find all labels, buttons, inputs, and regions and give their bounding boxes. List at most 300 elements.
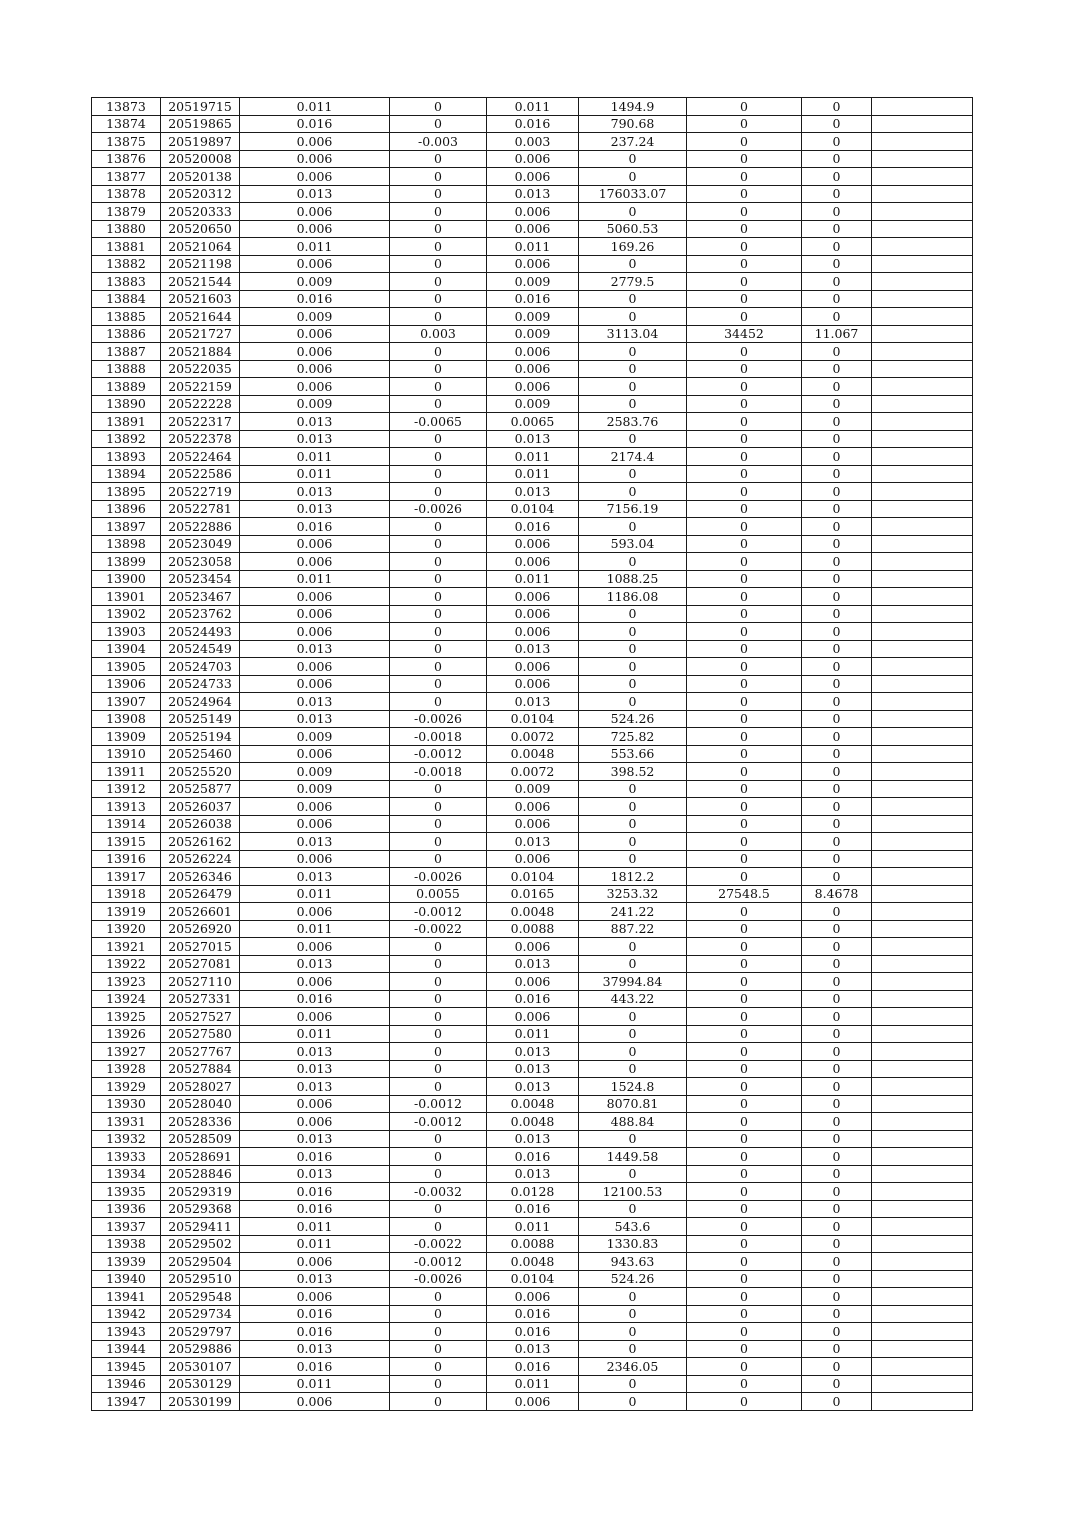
value-b-cell: 0.006 — [487, 343, 579, 361]
id-cell: 20521064 — [161, 238, 240, 256]
adjustment-cell: -0.0026 — [390, 710, 487, 728]
blank-cell — [872, 395, 973, 413]
ratio-cell: 0 — [802, 535, 872, 553]
adjustment-cell: -0.0026 — [390, 868, 487, 886]
extra-amount-cell: 0 — [687, 780, 802, 798]
adjustment-cell: 0 — [390, 518, 487, 536]
table-row — [92, 710, 973, 728]
adjustment-cell: 0 — [390, 1305, 487, 1323]
value-b-cell: 0.016 — [487, 518, 579, 536]
id-cell: 20519897 — [161, 133, 240, 151]
id-cell: 20530129 — [161, 1375, 240, 1393]
value-a-cell: 0.006 — [240, 1253, 390, 1271]
blank-cell — [872, 500, 973, 518]
ratio-cell: 0 — [802, 1270, 872, 1288]
id-cell: 20528846 — [161, 1165, 240, 1183]
amount-cell: 0 — [579, 255, 687, 273]
value-b-cell: 0.006 — [487, 1008, 579, 1026]
table-row — [92, 1148, 973, 1166]
amount-cell: 0 — [579, 483, 687, 501]
row-number-cell: 13938 — [92, 1235, 161, 1253]
table-row — [92, 465, 973, 483]
blank-cell — [872, 903, 973, 921]
amount-cell: 5060.53 — [579, 220, 687, 238]
blank-cell — [872, 1235, 973, 1253]
id-cell: 20526346 — [161, 868, 240, 886]
extra-amount-cell: 0 — [687, 220, 802, 238]
id-cell: 20526920 — [161, 920, 240, 938]
id-cell: 20524733 — [161, 675, 240, 693]
id-cell: 20522781 — [161, 500, 240, 518]
value-b-cell: 0.013 — [487, 955, 579, 973]
value-a-cell: 0.016 — [240, 1200, 390, 1218]
extra-amount-cell: 0 — [687, 658, 802, 676]
amount-cell: 0 — [579, 1323, 687, 1341]
id-cell: 20527110 — [161, 973, 240, 991]
id-cell: 20529548 — [161, 1288, 240, 1306]
table-row — [92, 413, 973, 431]
value-b-cell: 0.013 — [487, 1130, 579, 1148]
ratio-cell: 0 — [802, 1323, 872, 1341]
value-b-cell: 0.0072 — [487, 728, 579, 746]
value-b-cell: 0.0088 — [487, 1235, 579, 1253]
table-row — [92, 203, 973, 221]
ratio-cell: 0 — [802, 1375, 872, 1393]
blank-cell — [872, 483, 973, 501]
ratio-cell: 0 — [802, 868, 872, 886]
amount-cell: 8070.81 — [579, 1095, 687, 1113]
table-row — [92, 220, 973, 238]
adjustment-cell: 0 — [390, 990, 487, 1008]
adjustment-cell: 0.0055 — [390, 885, 487, 903]
data-table — [91, 97, 973, 1411]
table-row — [92, 1235, 973, 1253]
value-b-cell: 0.006 — [487, 798, 579, 816]
id-cell: 20524964 — [161, 693, 240, 711]
value-a-cell: 0.011 — [240, 570, 390, 588]
blank-cell — [872, 430, 973, 448]
extra-amount-cell: 0 — [687, 395, 802, 413]
value-b-cell: 0.011 — [487, 98, 579, 116]
blank-cell — [872, 308, 973, 326]
id-cell: 20523049 — [161, 535, 240, 553]
ratio-cell: 0 — [802, 1130, 872, 1148]
blank-cell — [872, 238, 973, 256]
ratio-cell: 0 — [802, 220, 872, 238]
value-a-cell: 0.016 — [240, 1183, 390, 1201]
table-row — [92, 675, 973, 693]
value-a-cell: 0.013 — [240, 413, 390, 431]
value-b-cell: 0.006 — [487, 535, 579, 553]
value-b-cell: 0.013 — [487, 430, 579, 448]
value-b-cell: 0.006 — [487, 605, 579, 623]
amount-cell: 0 — [579, 1043, 687, 1061]
row-number-cell: 13879 — [92, 203, 161, 221]
blank-cell — [872, 990, 973, 1008]
blank-cell — [872, 255, 973, 273]
value-a-cell: 0.013 — [240, 1165, 390, 1183]
extra-amount-cell: 0 — [687, 518, 802, 536]
id-cell: 20527884 — [161, 1060, 240, 1078]
row-number-cell: 13946 — [92, 1375, 161, 1393]
value-a-cell: 0.006 — [240, 745, 390, 763]
table-row — [92, 133, 973, 151]
amount-cell: 0 — [579, 203, 687, 221]
extra-amount-cell: 0 — [687, 203, 802, 221]
value-a-cell: 0.011 — [240, 465, 390, 483]
ratio-cell: 0 — [802, 920, 872, 938]
amount-cell: 1330.83 — [579, 1235, 687, 1253]
blank-cell — [872, 1113, 973, 1131]
value-a-cell: 0.006 — [240, 1393, 390, 1411]
id-cell: 20527015 — [161, 938, 240, 956]
adjustment-cell: -0.0026 — [390, 1270, 487, 1288]
value-a-cell: 0.011 — [240, 1025, 390, 1043]
value-b-cell: 0.009 — [487, 308, 579, 326]
blank-cell — [872, 1025, 973, 1043]
adjustment-cell: -0.0032 — [390, 1183, 487, 1201]
adjustment-cell: 0 — [390, 535, 487, 553]
row-number-cell: 13935 — [92, 1183, 161, 1201]
extra-amount-cell: 0 — [687, 973, 802, 991]
table-row — [92, 1078, 973, 1096]
ratio-cell: 11.067 — [802, 325, 872, 343]
blank-cell — [872, 850, 973, 868]
adjustment-cell: -0.0012 — [390, 745, 487, 763]
row-number-cell: 13878 — [92, 185, 161, 203]
row-number-cell: 13930 — [92, 1095, 161, 1113]
ratio-cell: 0 — [802, 815, 872, 833]
extra-amount-cell: 0 — [687, 1323, 802, 1341]
value-b-cell: 0.0104 — [487, 500, 579, 518]
table-row — [92, 1305, 973, 1323]
amount-cell: 0 — [579, 395, 687, 413]
ratio-cell: 0 — [802, 570, 872, 588]
table-row — [92, 815, 973, 833]
table-row — [92, 1218, 973, 1236]
amount-cell: 1494.9 — [579, 98, 687, 116]
ratio-cell: 0 — [802, 693, 872, 711]
id-cell: 20527527 — [161, 1008, 240, 1026]
blank-cell — [872, 815, 973, 833]
value-b-cell: 0.003 — [487, 133, 579, 151]
row-number-cell: 13886 — [92, 325, 161, 343]
row-number-cell: 13889 — [92, 378, 161, 396]
ratio-cell: 0 — [802, 990, 872, 1008]
id-cell: 20521644 — [161, 308, 240, 326]
value-a-cell: 0.006 — [240, 553, 390, 571]
adjustment-cell: 0 — [390, 1165, 487, 1183]
value-a-cell: 0.006 — [240, 325, 390, 343]
id-cell: 20524703 — [161, 658, 240, 676]
ratio-cell: 0 — [802, 833, 872, 851]
adjustment-cell: 0.003 — [390, 325, 487, 343]
row-number-cell: 13919 — [92, 903, 161, 921]
amount-cell: 176033.07 — [579, 185, 687, 203]
extra-amount-cell: 0 — [687, 1078, 802, 1096]
amount-cell: 0 — [579, 290, 687, 308]
ratio-cell: 0 — [802, 308, 872, 326]
value-b-cell: 0.0072 — [487, 763, 579, 781]
extra-amount-cell: 0 — [687, 1218, 802, 1236]
amount-cell: 7156.19 — [579, 500, 687, 518]
ratio-cell: 0 — [802, 780, 872, 798]
extra-amount-cell: 0 — [687, 115, 802, 133]
value-b-cell: 0.006 — [487, 623, 579, 641]
blank-cell — [872, 1218, 973, 1236]
value-a-cell: 0.009 — [240, 395, 390, 413]
blank-cell — [872, 780, 973, 798]
amount-cell: 790.68 — [579, 115, 687, 133]
adjustment-cell: 0 — [390, 623, 487, 641]
extra-amount-cell: 0 — [687, 1060, 802, 1078]
id-cell: 20524493 — [161, 623, 240, 641]
row-number-cell: 13893 — [92, 448, 161, 466]
blank-cell — [872, 710, 973, 728]
ratio-cell: 0 — [802, 448, 872, 466]
value-b-cell: 0.016 — [487, 990, 579, 1008]
extra-amount-cell: 0 — [687, 570, 802, 588]
ratio-cell: 0 — [802, 360, 872, 378]
extra-amount-cell: 0 — [687, 1358, 802, 1376]
adjustment-cell: 0 — [390, 378, 487, 396]
extra-amount-cell: 0 — [687, 150, 802, 168]
adjustment-cell: 0 — [390, 1323, 487, 1341]
table-row — [92, 1043, 973, 1061]
amount-cell: 2583.76 — [579, 413, 687, 431]
value-a-cell: 0.013 — [240, 868, 390, 886]
adjustment-cell: 0 — [390, 1078, 487, 1096]
value-a-cell: 0.016 — [240, 1148, 390, 1166]
table-row — [92, 833, 973, 851]
id-cell: 20520312 — [161, 185, 240, 203]
extra-amount-cell: 0 — [687, 1113, 802, 1131]
value-a-cell: 0.013 — [240, 483, 390, 501]
blank-cell — [872, 588, 973, 606]
blank-cell — [872, 1358, 973, 1376]
extra-amount-cell: 0 — [687, 1043, 802, 1061]
row-number-cell: 13916 — [92, 850, 161, 868]
value-b-cell: 0.006 — [487, 220, 579, 238]
value-a-cell: 0.009 — [240, 763, 390, 781]
row-number-cell: 13924 — [92, 990, 161, 1008]
value-b-cell: 0.0165 — [487, 885, 579, 903]
adjustment-cell: 0 — [390, 553, 487, 571]
value-a-cell: 0.016 — [240, 518, 390, 536]
row-number-cell: 13900 — [92, 570, 161, 588]
ratio-cell: 0 — [802, 588, 872, 606]
value-b-cell: 0.013 — [487, 640, 579, 658]
amount-cell: 943.63 — [579, 1253, 687, 1271]
row-number-cell: 13939 — [92, 1253, 161, 1271]
ratio-cell: 0 — [802, 640, 872, 658]
row-number-cell: 13910 — [92, 745, 161, 763]
id-cell: 20525460 — [161, 745, 240, 763]
row-number-cell: 13921 — [92, 938, 161, 956]
blank-cell — [872, 920, 973, 938]
ratio-cell: 0 — [802, 98, 872, 116]
amount-cell: 241.22 — [579, 903, 687, 921]
amount-cell: 0 — [579, 1305, 687, 1323]
blank-cell — [872, 728, 973, 746]
value-a-cell: 0.006 — [240, 623, 390, 641]
table-row — [92, 378, 973, 396]
blank-cell — [872, 1270, 973, 1288]
value-a-cell: 0.006 — [240, 343, 390, 361]
ratio-cell: 0 — [802, 1095, 872, 1113]
row-number-cell: 13908 — [92, 710, 161, 728]
ratio-cell: 0 — [802, 1340, 872, 1358]
value-a-cell: 0.011 — [240, 98, 390, 116]
extra-amount-cell: 0 — [687, 588, 802, 606]
row-number-cell: 13907 — [92, 693, 161, 711]
value-a-cell: 0.013 — [240, 693, 390, 711]
id-cell: 20522035 — [161, 360, 240, 378]
extra-amount-cell: 0 — [687, 360, 802, 378]
row-number-cell: 13926 — [92, 1025, 161, 1043]
table-row — [92, 1165, 973, 1183]
id-cell: 20520138 — [161, 168, 240, 186]
value-a-cell: 0.013 — [240, 185, 390, 203]
amount-cell: 12100.53 — [579, 1183, 687, 1201]
adjustment-cell: 0 — [390, 203, 487, 221]
ratio-cell: 0 — [802, 1393, 872, 1411]
extra-amount-cell: 0 — [687, 273, 802, 291]
id-cell: 20525149 — [161, 710, 240, 728]
adjustment-cell: 0 — [390, 360, 487, 378]
value-b-cell: 0.016 — [487, 290, 579, 308]
ratio-cell: 0 — [802, 115, 872, 133]
ratio-cell: 0 — [802, 395, 872, 413]
table-row — [92, 798, 973, 816]
table-row — [92, 1375, 973, 1393]
amount-cell: 37994.84 — [579, 973, 687, 991]
amount-cell: 398.52 — [579, 763, 687, 781]
value-a-cell: 0.006 — [240, 168, 390, 186]
row-number-cell: 13909 — [92, 728, 161, 746]
extra-amount-cell: 0 — [687, 1305, 802, 1323]
id-cell: 20520008 — [161, 150, 240, 168]
ratio-cell: 0 — [802, 430, 872, 448]
blank-cell — [872, 1340, 973, 1358]
ratio-cell: 0 — [802, 483, 872, 501]
blank-cell — [872, 1183, 973, 1201]
blank-cell — [872, 570, 973, 588]
extra-amount-cell: 0 — [687, 833, 802, 851]
id-cell: 20520333 — [161, 203, 240, 221]
ratio-cell: 0 — [802, 955, 872, 973]
id-cell: 20522719 — [161, 483, 240, 501]
blank-cell — [872, 693, 973, 711]
id-cell: 20522464 — [161, 448, 240, 466]
ratio-cell: 0 — [802, 500, 872, 518]
table-row — [92, 920, 973, 938]
adjustment-cell: 0 — [390, 395, 487, 413]
adjustment-cell: -0.0018 — [390, 728, 487, 746]
blank-cell — [872, 658, 973, 676]
id-cell: 20526601 — [161, 903, 240, 921]
extra-amount-cell: 0 — [687, 378, 802, 396]
id-cell: 20529510 — [161, 1270, 240, 1288]
extra-amount-cell: 0 — [687, 728, 802, 746]
ratio-cell: 0 — [802, 255, 872, 273]
table-row — [92, 343, 973, 361]
row-number-cell: 13941 — [92, 1288, 161, 1306]
value-b-cell: 0.0088 — [487, 920, 579, 938]
ratio-cell: 0 — [802, 710, 872, 728]
value-b-cell: 0.013 — [487, 1340, 579, 1358]
value-a-cell: 0.006 — [240, 658, 390, 676]
extra-amount-cell: 0 — [687, 693, 802, 711]
blank-cell — [872, 378, 973, 396]
row-number-cell: 13911 — [92, 763, 161, 781]
blank-cell — [872, 448, 973, 466]
id-cell: 20526224 — [161, 850, 240, 868]
id-cell: 20525520 — [161, 763, 240, 781]
ratio-cell: 0 — [802, 168, 872, 186]
amount-cell: 0 — [579, 693, 687, 711]
amount-cell: 0 — [579, 850, 687, 868]
blank-cell — [872, 885, 973, 903]
id-cell: 20528509 — [161, 1130, 240, 1148]
value-b-cell: 0.009 — [487, 273, 579, 291]
extra-amount-cell: 0 — [687, 465, 802, 483]
value-a-cell: 0.006 — [240, 903, 390, 921]
extra-amount-cell: 0 — [687, 1270, 802, 1288]
value-b-cell: 0.016 — [487, 1200, 579, 1218]
value-a-cell: 0.016 — [240, 990, 390, 1008]
extra-amount-cell: 0 — [687, 868, 802, 886]
value-a-cell: 0.006 — [240, 255, 390, 273]
extra-amount-cell: 0 — [687, 133, 802, 151]
table-row — [92, 168, 973, 186]
row-number-cell: 13928 — [92, 1060, 161, 1078]
table-row — [92, 395, 973, 413]
row-number-cell: 13942 — [92, 1305, 161, 1323]
blank-cell — [872, 133, 973, 151]
blank-cell — [872, 465, 973, 483]
amount-cell: 1812.2 — [579, 868, 687, 886]
amount-cell: 237.24 — [579, 133, 687, 151]
row-number-cell: 13895 — [92, 483, 161, 501]
amount-cell: 0 — [579, 1200, 687, 1218]
value-b-cell: 0.006 — [487, 850, 579, 868]
ratio-cell: 0 — [802, 1288, 872, 1306]
adjustment-cell: 0 — [390, 465, 487, 483]
blank-cell — [872, 518, 973, 536]
row-number-cell: 13884 — [92, 290, 161, 308]
adjustment-cell: -0.0012 — [390, 1253, 487, 1271]
row-number-cell: 13931 — [92, 1113, 161, 1131]
adjustment-cell: 0 — [390, 658, 487, 676]
blank-cell — [872, 868, 973, 886]
row-number-cell: 13913 — [92, 798, 161, 816]
blank-cell — [872, 185, 973, 203]
value-b-cell: 0.013 — [487, 1078, 579, 1096]
extra-amount-cell: 34452 — [687, 325, 802, 343]
table-row — [92, 1393, 973, 1411]
extra-amount-cell: 0 — [687, 1095, 802, 1113]
row-number-cell: 13933 — [92, 1148, 161, 1166]
ratio-cell: 0 — [802, 553, 872, 571]
row-number-cell: 13922 — [92, 955, 161, 973]
value-a-cell: 0.013 — [240, 640, 390, 658]
table-row — [92, 640, 973, 658]
amount-cell: 524.26 — [579, 1270, 687, 1288]
value-b-cell: 0.006 — [487, 973, 579, 991]
blank-cell — [872, 973, 973, 991]
table-row — [92, 1008, 973, 1026]
